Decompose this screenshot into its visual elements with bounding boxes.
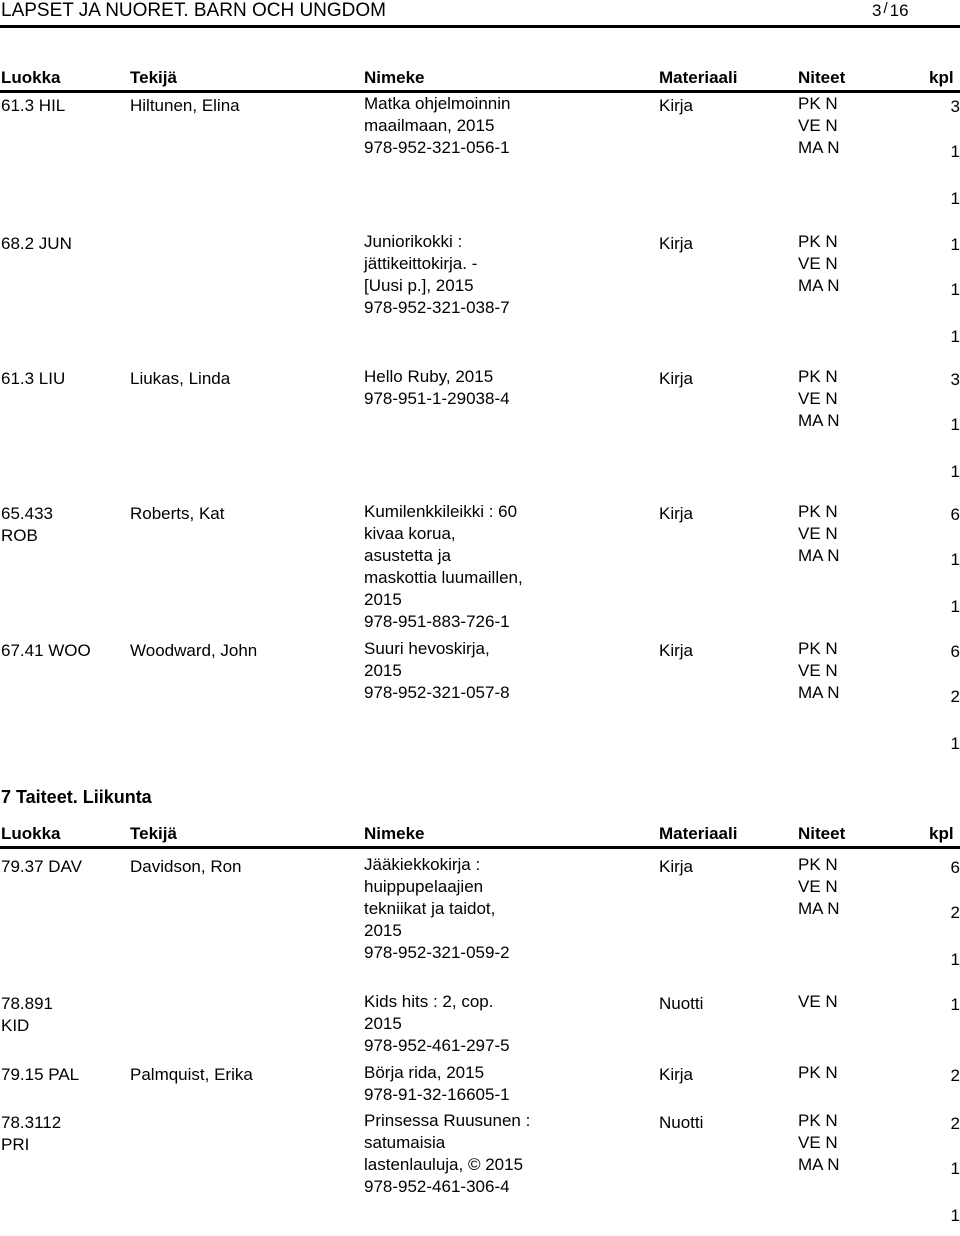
cell-materiaali-line: Kirja <box>659 1065 694 1084</box>
cell-kpl: 1 <box>950 235 960 254</box>
cell-niteet-line: VE N <box>798 661 838 680</box>
cell-nimeke-line: 2015 <box>364 661 402 680</box>
cell-nimeke <box>364 501 523 633</box>
cell-niteet <box>798 991 838 1013</box>
cell-nimeke-line: Matka ohjelmoinnin <box>364 94 511 113</box>
cell-nimeke <box>364 366 510 410</box>
cell-materiaali <box>659 1112 703 1134</box>
cell-materiaali <box>659 640 693 662</box>
cell-nimeke-line: 978-951-883-726-1 <box>364 612 510 631</box>
cell-tekija-line: Roberts, Kat <box>130 504 225 523</box>
cell-nimeke-line: 978-951-1-29038-4 <box>364 389 510 408</box>
cell-nimeke-line: Kumilenkkileikki : 60 <box>364 502 518 521</box>
cell-luokka-line: 61.3 HIL <box>1 96 66 115</box>
cell-niteet-line: MA N <box>798 899 840 918</box>
cell-tekija-line: Woodward, John <box>130 641 258 660</box>
page-slash: / <box>883 0 888 17</box>
col-materiaali: Materiaali <box>659 824 738 843</box>
cell-nimeke-line: 978-952-461-306-4 <box>364 1177 510 1196</box>
cell-niteet-line: PK N <box>798 367 838 386</box>
cell-niteet <box>798 854 840 920</box>
cell-kpl: 1 <box>950 550 960 569</box>
cell-nimeke-line: Kids hits : 2, cop. <box>364 992 494 1011</box>
cell-materiaali-line: Kirja <box>659 504 694 523</box>
cell-kpl: 2 <box>950 1066 960 1085</box>
page-header <box>0 0 960 24</box>
cell-tekija <box>130 95 240 117</box>
cell-luokka <box>1 993 53 1037</box>
cell-nimeke-line: maskottia luumaillen, <box>364 568 523 587</box>
col-nimeke: Nimeke <box>364 68 425 87</box>
cell-luokka-line: 79.15 PAL <box>1 1065 80 1084</box>
col-tekija: Tekijä <box>130 68 177 87</box>
cell-luokka-line: 67.41 WOO <box>1 641 91 660</box>
cell-niteet-line: PK N <box>798 639 838 658</box>
cell-materiaali-line: Nuotti <box>659 994 704 1013</box>
column-rule <box>0 846 960 849</box>
cell-nimeke-line: maailmaan, 2015 <box>364 116 495 135</box>
cell-tekija <box>130 640 257 662</box>
cell-materiaali <box>659 993 703 1015</box>
cell-kpl: 1 <box>950 950 960 969</box>
cell-materiaali <box>659 368 693 390</box>
cell-nimeke-line: Börja rida, 2015 <box>364 1063 485 1082</box>
cell-niteet-line: MA N <box>798 276 840 295</box>
cell-nimeke <box>364 854 510 964</box>
cell-niteet <box>798 231 840 297</box>
cell-niteet <box>798 1110 840 1176</box>
col-materiaali: Materiaali <box>659 68 738 87</box>
cell-kpl: 1 <box>950 462 960 481</box>
cell-materiaali-line: Kirja <box>659 369 694 388</box>
cell-kpl: 2 <box>950 903 960 922</box>
col-kpl: kpl <box>929 68 954 87</box>
cell-materiaali <box>659 1064 693 1086</box>
cell-kpl: 1 <box>950 1206 960 1225</box>
cell-tekija-line: Davidson, Ron <box>130 857 242 876</box>
cell-tekija-line: Palmquist, Erika <box>130 1065 253 1084</box>
cell-luokka-line: 61.3 LIU <box>1 369 66 388</box>
cell-luokka <box>1 1112 61 1156</box>
cell-nimeke-line: 2015 <box>364 1014 402 1033</box>
cell-luokka-line: PRI <box>1 1135 30 1154</box>
cell-niteet-line: MA N <box>798 138 840 157</box>
col-tekija: Tekijä <box>130 824 177 843</box>
cell-nimeke <box>364 93 510 159</box>
cell-nimeke-line: jättikeittokirja. - <box>364 254 478 273</box>
cell-niteet <box>798 93 840 159</box>
cell-kpl: 1 <box>950 734 960 753</box>
page-number <box>872 0 909 23</box>
cell-nimeke-line: 2015 <box>364 590 402 609</box>
cell-luokka <box>1 1064 79 1086</box>
cell-niteet-line: VE N <box>798 116 838 135</box>
cell-luokka-line: 68.2 JUN <box>1 234 72 253</box>
cell-nimeke <box>364 231 510 319</box>
cell-niteet-line: VE N <box>798 389 838 408</box>
cell-nimeke-line: 978-952-321-057-8 <box>364 683 510 702</box>
cell-nimeke <box>364 1110 530 1198</box>
cell-kpl: 1 <box>950 995 960 1014</box>
cell-nimeke-line: 978-952-321-056-1 <box>364 138 510 157</box>
col-niteet: Niteet <box>798 824 846 843</box>
cell-nimeke-line: huippupelaajien <box>364 877 484 896</box>
cell-niteet <box>798 638 840 704</box>
cell-nimeke-line: asustetta ja <box>364 546 451 565</box>
cell-materiaali <box>659 856 693 878</box>
cell-kpl: 6 <box>950 858 960 877</box>
cell-luokka-line: 78.891 <box>1 994 53 1013</box>
cell-materiaali-line: Kirja <box>659 857 694 876</box>
cell-luokka <box>1 856 82 878</box>
cell-materiaali-line: Kirja <box>659 641 694 660</box>
header-rule <box>0 25 960 28</box>
cell-materiaali-line: Kirja <box>659 96 694 115</box>
cell-kpl: 2 <box>950 1114 960 1133</box>
cell-nimeke-line: [Uusi p.], 2015 <box>364 276 474 295</box>
cell-nimeke-line: 978-952-321-059-2 <box>364 943 510 962</box>
cell-kpl: 6 <box>950 505 960 524</box>
page-current: 3 <box>872 1 882 20</box>
cell-luokka-line: ROB <box>1 526 38 545</box>
cell-niteet <box>798 1062 838 1084</box>
cell-niteet <box>798 366 840 432</box>
col-nimeke: Nimeke <box>364 824 425 843</box>
cell-nimeke-line: Juniorikokki : <box>364 232 463 251</box>
cell-kpl: 1 <box>950 189 960 208</box>
section-title: 7 Taiteet. Liikunta <box>1 787 152 807</box>
cell-nimeke-line: Suuri hevoskirja, <box>364 639 490 658</box>
cell-niteet-line: PK N <box>798 502 838 521</box>
cell-nimeke-line: 978-952-321-038-7 <box>364 298 510 317</box>
cell-niteet-line: MA N <box>798 1155 840 1174</box>
cell-nimeke-line: Jääkiekkokirja : <box>364 855 481 874</box>
cell-niteet <box>798 501 840 567</box>
cell-luokka-line: 65.433 <box>1 504 53 523</box>
cell-niteet-line: MA N <box>798 411 840 430</box>
cell-kpl: 1 <box>950 280 960 299</box>
cell-materiaali <box>659 503 693 525</box>
cell-nimeke-line: 2015 <box>364 921 402 940</box>
cell-luokka <box>1 503 53 547</box>
cell-luokka-line: KID <box>1 1016 30 1035</box>
col-luokka: Luokka <box>1 824 61 843</box>
cell-nimeke-line: Prinsessa Ruusunen : <box>364 1111 531 1130</box>
cell-nimeke-line: satumaisia <box>364 1133 446 1152</box>
cell-tekija-line: Liukas, Linda <box>130 369 231 388</box>
cell-nimeke-line: tekniikat ja taidot, <box>364 899 496 918</box>
cell-nimeke-line: 978-952-461-297-5 <box>364 1036 510 1055</box>
cell-luokka-line: 79.37 DAV <box>1 857 82 876</box>
cell-materiaali-line: Nuotti <box>659 1113 704 1132</box>
cell-kpl: 1 <box>950 1159 960 1178</box>
cell-niteet-line: PK N <box>798 855 838 874</box>
cell-niteet-line: VE N <box>798 254 838 273</box>
column-headers <box>0 823 960 845</box>
cell-kpl: 3 <box>950 370 960 389</box>
cell-niteet-line: PK N <box>798 232 838 251</box>
cell-nimeke <box>364 1062 510 1106</box>
cell-niteet-line: VE N <box>798 1133 838 1152</box>
cell-luokka <box>1 640 91 662</box>
cell-niteet-line: MA N <box>798 546 840 565</box>
cell-niteet-line: PK N <box>798 1111 838 1130</box>
cell-nimeke-line: kivaa korua, <box>364 524 456 543</box>
cell-tekija <box>130 856 242 878</box>
cell-niteet-line: PK N <box>798 94 838 113</box>
cell-niteet-line: VE N <box>798 877 838 896</box>
col-luokka: Luokka <box>1 68 61 87</box>
cell-materiaali-line: Kirja <box>659 234 694 253</box>
col-niteet: Niteet <box>798 68 846 87</box>
cell-nimeke-line: Hello Ruby, 2015 <box>364 367 494 386</box>
cell-tekija <box>130 368 230 390</box>
col-kpl: kpl <box>929 824 954 843</box>
page-total: 16 <box>889 1 909 20</box>
cell-niteet-line: VE N <box>798 992 838 1011</box>
cell-kpl: 1 <box>950 327 960 346</box>
cell-materiaali <box>659 95 693 117</box>
cell-niteet-line: VE N <box>798 524 838 543</box>
cell-luokka <box>1 95 65 117</box>
cell-nimeke <box>364 638 510 704</box>
cell-tekija <box>130 503 225 525</box>
cell-luokka-line: 78.3112 <box>1 1113 62 1132</box>
cell-nimeke-line: 978-91-32-16605-1 <box>364 1085 510 1104</box>
cell-kpl: 3 <box>950 97 960 116</box>
cell-luokka <box>1 368 65 390</box>
cell-tekija <box>130 1064 253 1086</box>
cell-luokka <box>1 233 72 255</box>
cell-kpl: 1 <box>950 597 960 616</box>
cell-tekija-line: Hiltunen, Elina <box>130 96 240 115</box>
cell-nimeke <box>364 991 510 1057</box>
page-title: LAPSET JA NUORET. BARN OCH UNGDOM <box>1 0 386 21</box>
cell-kpl: 2 <box>950 687 960 706</box>
column-headers <box>0 67 960 89</box>
cell-kpl: 1 <box>950 415 960 434</box>
cell-nimeke-line: lastenlauluja, © 2015 <box>364 1155 524 1174</box>
cell-materiaali <box>659 233 693 255</box>
cell-niteet-line: MA N <box>798 683 840 702</box>
cell-niteet-line: PK N <box>798 1063 838 1082</box>
cell-kpl: 1 <box>950 142 960 161</box>
cell-kpl: 6 <box>950 642 960 661</box>
